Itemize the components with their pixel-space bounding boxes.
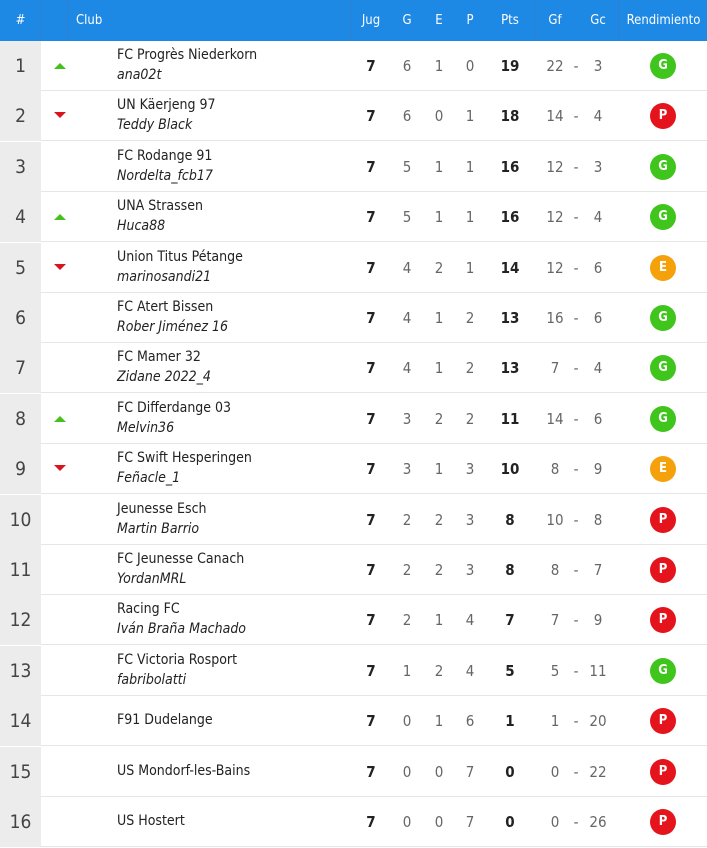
performance-badge[interactable]: P <box>650 103 676 129</box>
header-goals-for[interactable]: Gf <box>548 13 562 28</box>
points-cell: 18 <box>500 107 520 126</box>
goals-separator: - <box>573 107 579 126</box>
goals-for-cell: 12 <box>546 157 564 176</box>
drawn-cell: 1 <box>434 57 444 75</box>
lost-cell: 2 <box>465 309 475 327</box>
goals-for-cell: 0 <box>550 762 560 781</box>
performance-badge[interactable]: P <box>650 607 676 633</box>
lost-cell: 1 <box>465 258 475 277</box>
goals-against-cell: 11 <box>589 661 607 680</box>
won-cell: 4 <box>402 359 412 378</box>
performance-badge[interactable]: E <box>650 255 676 281</box>
manager-name[interactable]: Teddy Black <box>117 117 193 134</box>
performance-badge[interactable]: P <box>650 809 676 835</box>
table-row[interactable] <box>0 495 707 545</box>
club-name[interactable]: Union Titus Pétange <box>117 248 243 265</box>
drawn-cell: 2 <box>434 561 444 579</box>
goals-separator: - <box>573 157 579 176</box>
goals-for-cell: 8 <box>550 561 560 579</box>
club-name[interactable]: US Mondorf-les-Bains <box>117 762 251 779</box>
won-cell: 0 <box>402 712 412 731</box>
performance-badge[interactable]: P <box>650 557 676 583</box>
goals-separator: - <box>573 409 579 428</box>
goals-for-cell: 8 <box>550 460 560 479</box>
played-cell: 7 <box>366 57 376 75</box>
table-row[interactable] <box>0 545 707 595</box>
header-points[interactable]: Pts <box>501 13 519 28</box>
header-goals-against[interactable]: Gc <box>590 13 606 28</box>
lost-cell: 7 <box>465 762 475 781</box>
goals-for-cell: 7 <box>550 611 560 630</box>
trend-up-icon <box>54 214 66 220</box>
header-divider <box>67 0 68 41</box>
goals-against-cell: 6 <box>593 409 603 428</box>
played-cell: 7 <box>366 258 376 277</box>
table-row[interactable] <box>0 595 707 645</box>
points-cell: 11 <box>500 409 520 428</box>
points-cell: 0 <box>505 813 515 831</box>
position-number: 12 <box>0 595 41 645</box>
goals-separator: - <box>573 712 579 731</box>
drawn-cell: 0 <box>434 107 444 126</box>
drawn-cell: 2 <box>434 661 444 680</box>
won-cell: 2 <box>402 510 412 529</box>
manager-name[interactable]: YordanMRL <box>117 571 187 587</box>
performance-badge[interactable]: G <box>650 658 676 684</box>
performance-badge[interactable]: P <box>650 759 676 785</box>
points-cell: 8 <box>505 510 515 529</box>
header-divider <box>534 0 535 41</box>
performance-badge[interactable]: E <box>650 456 676 482</box>
position-number: 6 <box>0 293 41 343</box>
header-club[interactable]: Club <box>76 13 103 28</box>
goals-separator: - <box>573 258 579 277</box>
points-cell: 5 <box>505 661 515 680</box>
position-number: 4 <box>0 192 41 242</box>
won-cell: 0 <box>402 762 412 781</box>
lost-cell: 3 <box>465 561 475 579</box>
position-number: 5 <box>0 243 41 293</box>
trend-down-icon <box>54 112 66 118</box>
table-row[interactable] <box>0 394 707 444</box>
goals-against-cell: 7 <box>593 561 603 579</box>
goals-for-cell: 22 <box>546 57 564 75</box>
won-cell: 4 <box>402 258 412 277</box>
position-number: 13 <box>0 646 41 696</box>
header-won[interactable]: G <box>402 13 412 28</box>
goals-against-cell: 6 <box>593 258 603 277</box>
points-cell: 16 <box>500 208 520 227</box>
trend-up-icon <box>54 416 66 422</box>
goals-against-cell: 4 <box>593 359 603 378</box>
table-row[interactable] <box>0 142 707 192</box>
header-divider <box>350 0 351 41</box>
goals-against-cell: 3 <box>593 57 603 75</box>
lost-cell: 2 <box>465 359 475 378</box>
lost-cell: 3 <box>465 460 475 479</box>
position-number: 9 <box>0 444 41 494</box>
manager-name[interactable]: Rober Jiménez 16 <box>117 319 228 335</box>
goals-separator: - <box>573 460 579 479</box>
goals-against-cell: 9 <box>593 460 603 479</box>
performance-badge[interactable]: G <box>650 204 676 230</box>
table-row[interactable] <box>0 293 707 343</box>
header-lost[interactable]: P <box>466 13 474 28</box>
goals-for-cell: 12 <box>546 208 564 227</box>
drawn-cell: 2 <box>434 510 444 529</box>
goals-separator: - <box>573 661 579 680</box>
manager-name[interactable]: Huca88 <box>117 218 166 235</box>
won-cell: 1 <box>402 661 412 680</box>
played-cell: 7 <box>366 762 376 781</box>
won-cell: 6 <box>402 57 412 75</box>
played-cell: 7 <box>366 561 376 579</box>
won-cell: 2 <box>402 561 412 579</box>
position-number: 8 <box>0 394 41 444</box>
points-cell: 14 <box>500 258 520 277</box>
goals-against-cell: 22 <box>589 762 607 781</box>
club-name[interactable]: US Hostert <box>117 813 185 829</box>
drawn-cell: 1 <box>434 460 444 479</box>
header-played[interactable]: Jug <box>361 13 381 28</box>
club-name[interactable]: FC Jeunesse Canach <box>117 551 245 567</box>
lost-cell: 6 <box>465 712 475 731</box>
header-drawn[interactable]: E <box>435 13 443 28</box>
won-cell: 4 <box>402 309 412 327</box>
played-cell: 7 <box>366 460 376 479</box>
played-cell: 7 <box>366 157 376 176</box>
goals-for-cell: 14 <box>546 107 564 126</box>
lost-cell: 1 <box>465 157 475 176</box>
won-cell: 5 <box>402 208 412 227</box>
manager-name[interactable]: Melvin36 <box>117 419 175 436</box>
goals-for-cell: 7 <box>550 359 560 378</box>
points-cell: 8 <box>505 561 515 579</box>
manager-name[interactable]: Iván Braña Machado <box>117 621 247 638</box>
points-cell: 16 <box>500 157 520 176</box>
goals-separator: - <box>573 57 579 75</box>
goals-separator: - <box>573 359 579 378</box>
points-cell: 13 <box>500 359 520 378</box>
goals-separator: - <box>573 561 579 579</box>
table-row[interactable] <box>0 343 707 393</box>
manager-name[interactable]: fabribolatti <box>117 671 187 688</box>
club-name[interactable]: FC Mamer 32 <box>117 349 201 366</box>
performance-badge[interactable]: G <box>650 53 676 79</box>
header-divider <box>618 0 619 41</box>
position-number: 15 <box>0 747 41 797</box>
won-cell: 0 <box>402 813 412 831</box>
lost-cell: 0 <box>465 57 475 75</box>
played-cell: 7 <box>366 208 376 227</box>
performance-badge[interactable]: G <box>650 305 676 331</box>
club-name[interactable]: FC Atert Bissen <box>117 299 214 315</box>
goals-against-cell: 4 <box>593 107 603 126</box>
table-row[interactable] <box>0 747 707 797</box>
table-row[interactable] <box>0 41 707 91</box>
goals-separator: - <box>573 611 579 630</box>
table-row[interactable] <box>0 243 707 293</box>
goals-for-cell: 14 <box>546 409 564 428</box>
points-cell: 1 <box>505 712 515 731</box>
goals-against-cell: 8 <box>593 510 603 529</box>
position-number: 7 <box>0 343 41 393</box>
manager-name[interactable]: ana02t <box>117 67 162 83</box>
goals-for-cell: 10 <box>546 510 564 529</box>
club-name[interactable]: FC Progrès Niederkorn <box>117 47 258 63</box>
table-row[interactable] <box>0 646 707 696</box>
points-cell: 7 <box>505 611 515 630</box>
goals-for-cell: 5 <box>550 661 560 680</box>
goals-against-cell: 9 <box>593 611 603 630</box>
club-name[interactable]: Jeunesse Esch <box>117 500 207 517</box>
played-cell: 7 <box>366 813 376 831</box>
performance-badge[interactable]: P <box>650 507 676 533</box>
club-name[interactable]: FC Swift Hesperingen <box>117 450 252 467</box>
header-position[interactable]: # <box>15 13 26 28</box>
goals-separator: - <box>573 208 579 227</box>
played-cell: 7 <box>366 611 376 630</box>
manager-name[interactable]: Zidane 2022_4 <box>117 369 211 386</box>
goals-against-cell: 26 <box>589 813 607 831</box>
manager-name[interactable]: Feñacle_1 <box>117 470 181 487</box>
goals-for-cell: 12 <box>546 258 564 277</box>
position-number: 3 <box>0 142 41 192</box>
table-row[interactable] <box>0 444 707 494</box>
trend-down-icon <box>54 465 66 471</box>
won-cell: 5 <box>402 157 412 176</box>
drawn-cell: 1 <box>434 712 444 731</box>
performance-badge[interactable]: G <box>650 355 676 381</box>
points-cell: 19 <box>500 57 520 75</box>
drawn-cell: 2 <box>434 409 444 428</box>
goals-separator: - <box>573 510 579 529</box>
drawn-cell: 1 <box>434 611 444 630</box>
drawn-cell: 1 <box>434 208 444 227</box>
position-number: 16 <box>0 797 41 847</box>
points-cell: 0 <box>505 762 515 781</box>
performance-badge[interactable]: G <box>650 154 676 180</box>
goals-for-cell: 0 <box>550 813 560 831</box>
header-divider <box>41 0 42 41</box>
played-cell: 7 <box>366 107 376 126</box>
goals-for-cell: 1 <box>550 712 560 731</box>
won-cell: 6 <box>402 107 412 126</box>
club-name[interactable]: FC Victoria Rosport <box>117 651 238 668</box>
played-cell: 7 <box>366 309 376 327</box>
table-row[interactable] <box>0 91 707 141</box>
performance-badge[interactable]: P <box>650 708 676 734</box>
drawn-cell: 2 <box>434 258 444 277</box>
played-cell: 7 <box>366 712 376 731</box>
manager-name[interactable]: marinosandi21 <box>117 268 212 285</box>
lost-cell: 4 <box>465 661 475 680</box>
performance-badge[interactable]: G <box>650 406 676 432</box>
goals-for-cell: 16 <box>546 309 564 327</box>
lost-cell: 7 <box>465 813 475 831</box>
position-number: 2 <box>0 91 41 141</box>
won-cell: 2 <box>402 611 412 630</box>
header-performance[interactable]: Rendimiento <box>626 13 701 28</box>
table-row[interactable] <box>0 192 707 242</box>
lost-cell: 2 <box>465 409 475 428</box>
position-number: 1 <box>0 41 41 91</box>
trend-down-icon <box>54 264 66 270</box>
drawn-cell: 1 <box>434 157 444 176</box>
goals-against-cell: 4 <box>593 208 603 227</box>
lost-cell: 1 <box>465 208 475 227</box>
manager-name[interactable]: Martin Barrio <box>117 520 200 537</box>
goals-against-cell: 20 <box>589 712 607 731</box>
club-name[interactable]: Racing FC <box>117 601 180 618</box>
trend-up-icon <box>54 63 66 69</box>
table-row[interactable] <box>0 696 707 746</box>
won-cell: 3 <box>402 409 412 428</box>
table-header <box>0 0 707 41</box>
club-name[interactable]: F91 Dudelange <box>117 712 213 729</box>
lost-cell: 4 <box>465 611 475 630</box>
goals-against-cell: 6 <box>593 309 603 327</box>
table-row[interactable] <box>0 797 707 847</box>
lost-cell: 3 <box>465 510 475 529</box>
points-cell: 13 <box>500 309 520 327</box>
drawn-cell: 0 <box>434 813 444 831</box>
goals-against-cell: 3 <box>593 157 603 176</box>
club-name[interactable]: UNA Strassen <box>117 198 203 215</box>
drawn-cell: 1 <box>434 309 444 327</box>
club-name[interactable]: FC Differdange 03 <box>117 399 232 416</box>
played-cell: 7 <box>366 510 376 529</box>
club-name[interactable]: UN Käerjeng 97 <box>117 97 216 114</box>
goals-separator: - <box>573 813 579 831</box>
points-cell: 10 <box>500 460 520 479</box>
position-number: 10 <box>0 495 41 545</box>
goals-separator: - <box>573 309 579 327</box>
played-cell: 7 <box>366 661 376 680</box>
played-cell: 7 <box>366 359 376 378</box>
manager-name[interactable]: Nordelta_fcb17 <box>117 167 213 184</box>
won-cell: 3 <box>402 460 412 479</box>
drawn-cell: 1 <box>434 359 444 378</box>
position-number: 11 <box>0 545 41 595</box>
goals-separator: - <box>573 762 579 781</box>
position-number: 14 <box>0 696 41 746</box>
played-cell: 7 <box>366 409 376 428</box>
drawn-cell: 0 <box>434 762 444 781</box>
lost-cell: 1 <box>465 107 475 126</box>
club-name[interactable]: FC Rodange 91 <box>117 147 213 164</box>
